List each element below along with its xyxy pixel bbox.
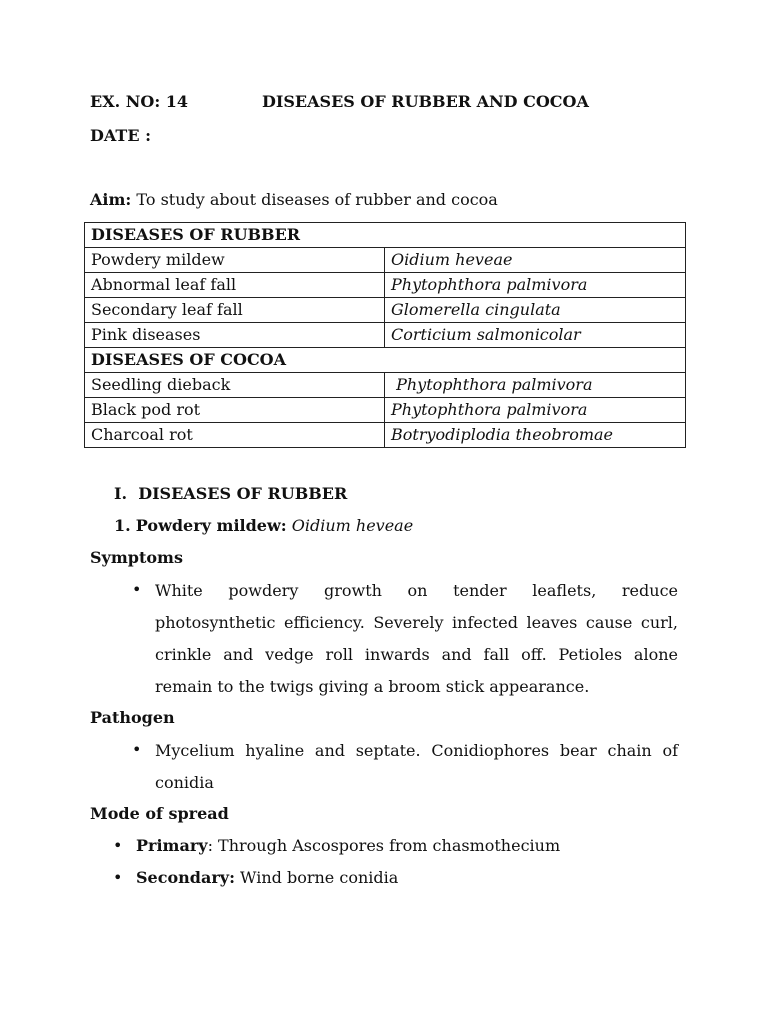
table-row: [85, 273, 686, 298]
disease-cell: Seedling dieback: [85, 373, 385, 398]
disease-cell: Black pod rot: [85, 398, 385, 423]
sub-heading-pathogen: Oidium heveae: [291, 516, 414, 535]
secondary-spread-label: Secondary:: [136, 868, 235, 887]
table-row: [85, 398, 686, 423]
primary-spread-text: : Through Ascospores from chasmothecium: [207, 836, 561, 855]
exercise-number: EX. NO: 14: [90, 92, 189, 111]
pathogen-text: Mycelium hyaline and septate. Conidiophores bear chain of conidia: [155, 741, 678, 792]
sub-heading-label: Powdery mildew:: [135, 516, 287, 535]
pathogen-cell: Oidium heveae: [385, 248, 686, 273]
aim-text: To study about diseases of rubber and cocoa: [131, 190, 498, 209]
secondary-spread-text: Wind borne conidia: [234, 868, 399, 887]
primary-spread: [136, 836, 560, 855]
pathogen-cell: Phytophthora palmivora: [385, 273, 686, 298]
section-heading: I. DISEASES OF RUBBER: [114, 484, 348, 503]
disease-cell: Secondary leaf fall: [85, 298, 385, 323]
table-row: [85, 423, 686, 448]
secondary-spread: [136, 868, 398, 887]
table-section-row: [85, 348, 686, 373]
sub-heading-number: 1.: [114, 516, 131, 535]
date-label: DATE :: [90, 126, 151, 145]
symptoms-heading: Symptoms: [90, 548, 183, 567]
bullet-icon: •: [132, 580, 142, 599]
disease-cell: Charcoal rot: [85, 423, 385, 448]
pathogen-cell: Phytophthora palmivora: [385, 373, 686, 398]
disease-cell: Powdery mildew: [85, 248, 385, 273]
table-row: [85, 373, 686, 398]
mode-of-spread-heading: Mode of spread: [90, 804, 229, 823]
table-row: [85, 248, 686, 273]
primary-spread-label: Primary: [136, 836, 208, 855]
symptoms-text: White powdery growth on tender leaflets, reduce photosynthetic efficiency. Severely infected leaves cause curl, crinkle and vedge roll inwards and fall off. Petioles alone remain to the twigs giving a broom stick appearance.: [155, 581, 678, 696]
aim-label: Aim:: [90, 190, 132, 209]
diseases-table: [84, 222, 686, 448]
pathogen-heading: Pathogen: [90, 708, 175, 727]
rubber-section-header: DISEASES OF RUBBER: [85, 223, 686, 248]
cocoa-section-header: DISEASES OF COCOA: [85, 348, 686, 373]
bullet-icon: •: [113, 868, 123, 887]
bullet-icon: •: [132, 740, 142, 759]
pathogen-cell: Corticium salmonicolar: [385, 323, 686, 348]
disease-cell: Pink diseases: [85, 323, 385, 348]
aim-statement: [90, 190, 498, 209]
page-title: DISEASES OF RUBBER AND COCOA: [262, 92, 589, 111]
pathogen-cell: Glomerella cingulata: [385, 298, 686, 323]
pathogen-cell: Phytophthora palmivora: [385, 398, 686, 423]
sub-heading: [114, 516, 413, 535]
pathogen-cell: Botryodiplodia theobromae: [385, 423, 686, 448]
table-section-row: [85, 223, 686, 248]
table-row: [85, 323, 686, 348]
disease-cell: Abnormal leaf fall: [85, 273, 385, 298]
bullet-icon: •: [113, 836, 123, 855]
table-row: [85, 298, 686, 323]
